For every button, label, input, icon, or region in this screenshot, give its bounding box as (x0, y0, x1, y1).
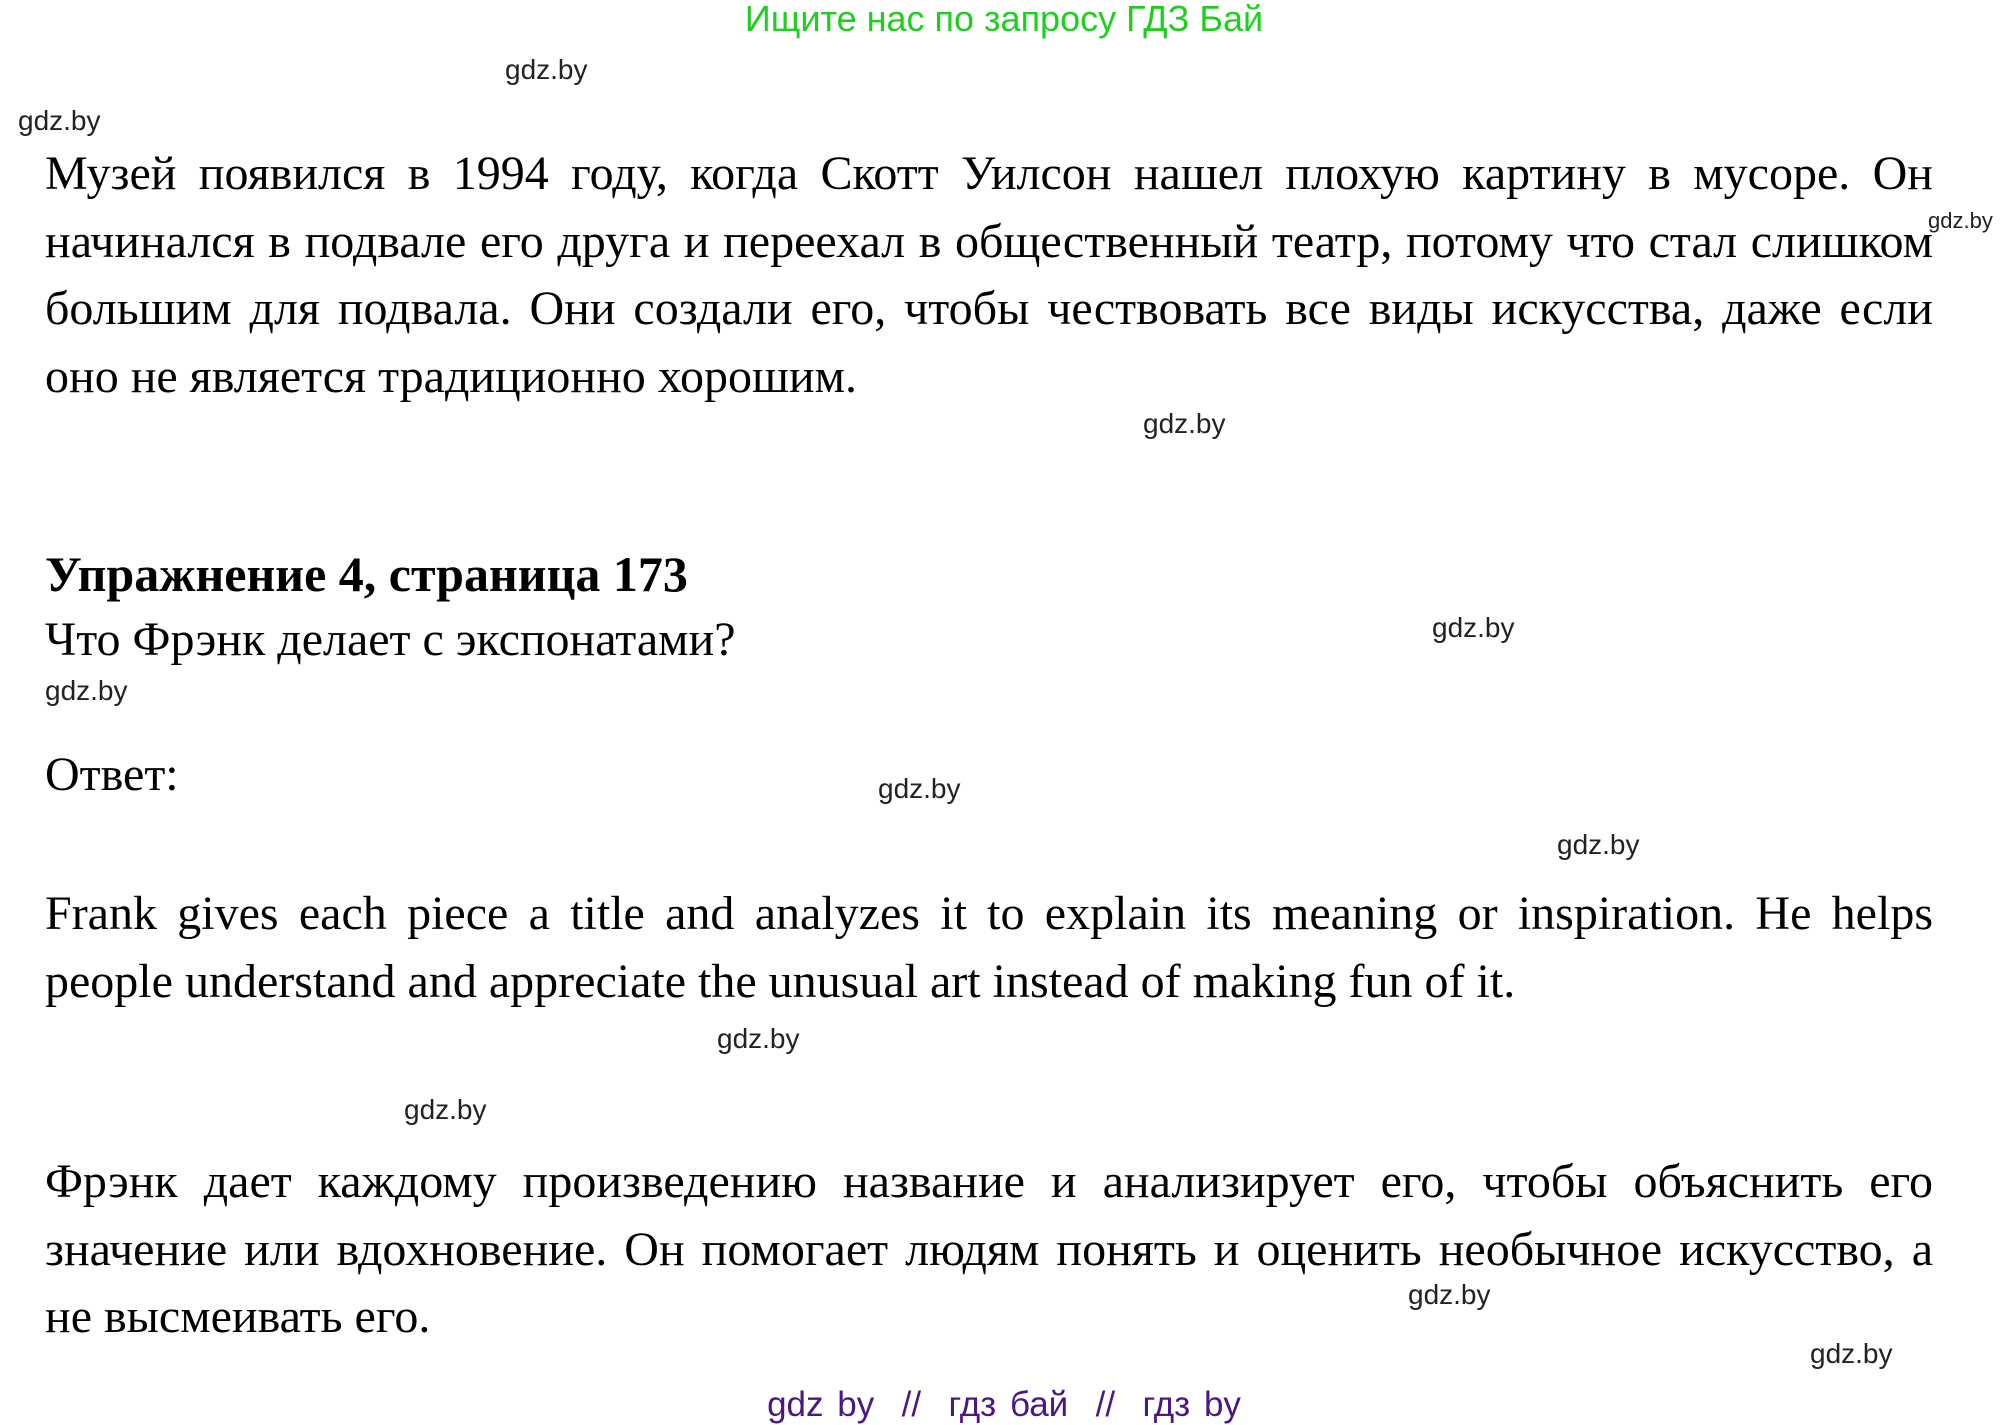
watermark: gdz.by (717, 1023, 800, 1054)
watermark: gdz.by (1143, 408, 1226, 439)
answer-english: Frank gives each piece a title and analyzes it to explain its meaning or inspiration. He helps people understand and appreciate the unusual art instead of making fun of it. (45, 887, 1933, 1008)
watermark: gdz.by (1408, 1279, 1491, 1310)
answer-russian: Фрэнк дает каждому произведению название и анализирует его, чтобы объяснить его значение или вдохновение. Он помогает людям понять и оценить необычное искусство, а не высмеивать его. (45, 1155, 1933, 1343)
answer-label: Ответ: (45, 748, 179, 801)
watermark: gdz.by (1432, 612, 1515, 643)
question-text: Что Фрэнк делает с экспонатами? (45, 613, 736, 666)
watermark: gdz.by (404, 1094, 487, 1125)
watermark: gdz.by (18, 105, 101, 136)
footer-links[interactable]: gdz by // гдз бай // гдз by (767, 1385, 1241, 1424)
watermark: gdz.by (1557, 829, 1640, 860)
exercise-heading: Упражнение 4, страница 173 (45, 546, 688, 602)
intro-paragraph: Музей появился в 1994 году, когда Скотт Уилсон нашел плохую картину в мусоре. Он начинался в подвале его друга и переехал в общественный театр, потому что стал слишком большим для подвала. Они создали его, чтобы чествовать все виды искусства, даже если оно не является традиционно хорошим. (45, 147, 1933, 403)
search-hint-link[interactable]: Ищите нас по запросу ГДЗ Бай (744, 0, 1264, 39)
watermark: gdz.by (878, 773, 961, 804)
watermark: gdz.by (45, 675, 128, 706)
watermark: gdz.by (505, 54, 588, 85)
watermark: gdz.by (1928, 208, 1993, 233)
watermark: gdz.by (1810, 1338, 1893, 1369)
